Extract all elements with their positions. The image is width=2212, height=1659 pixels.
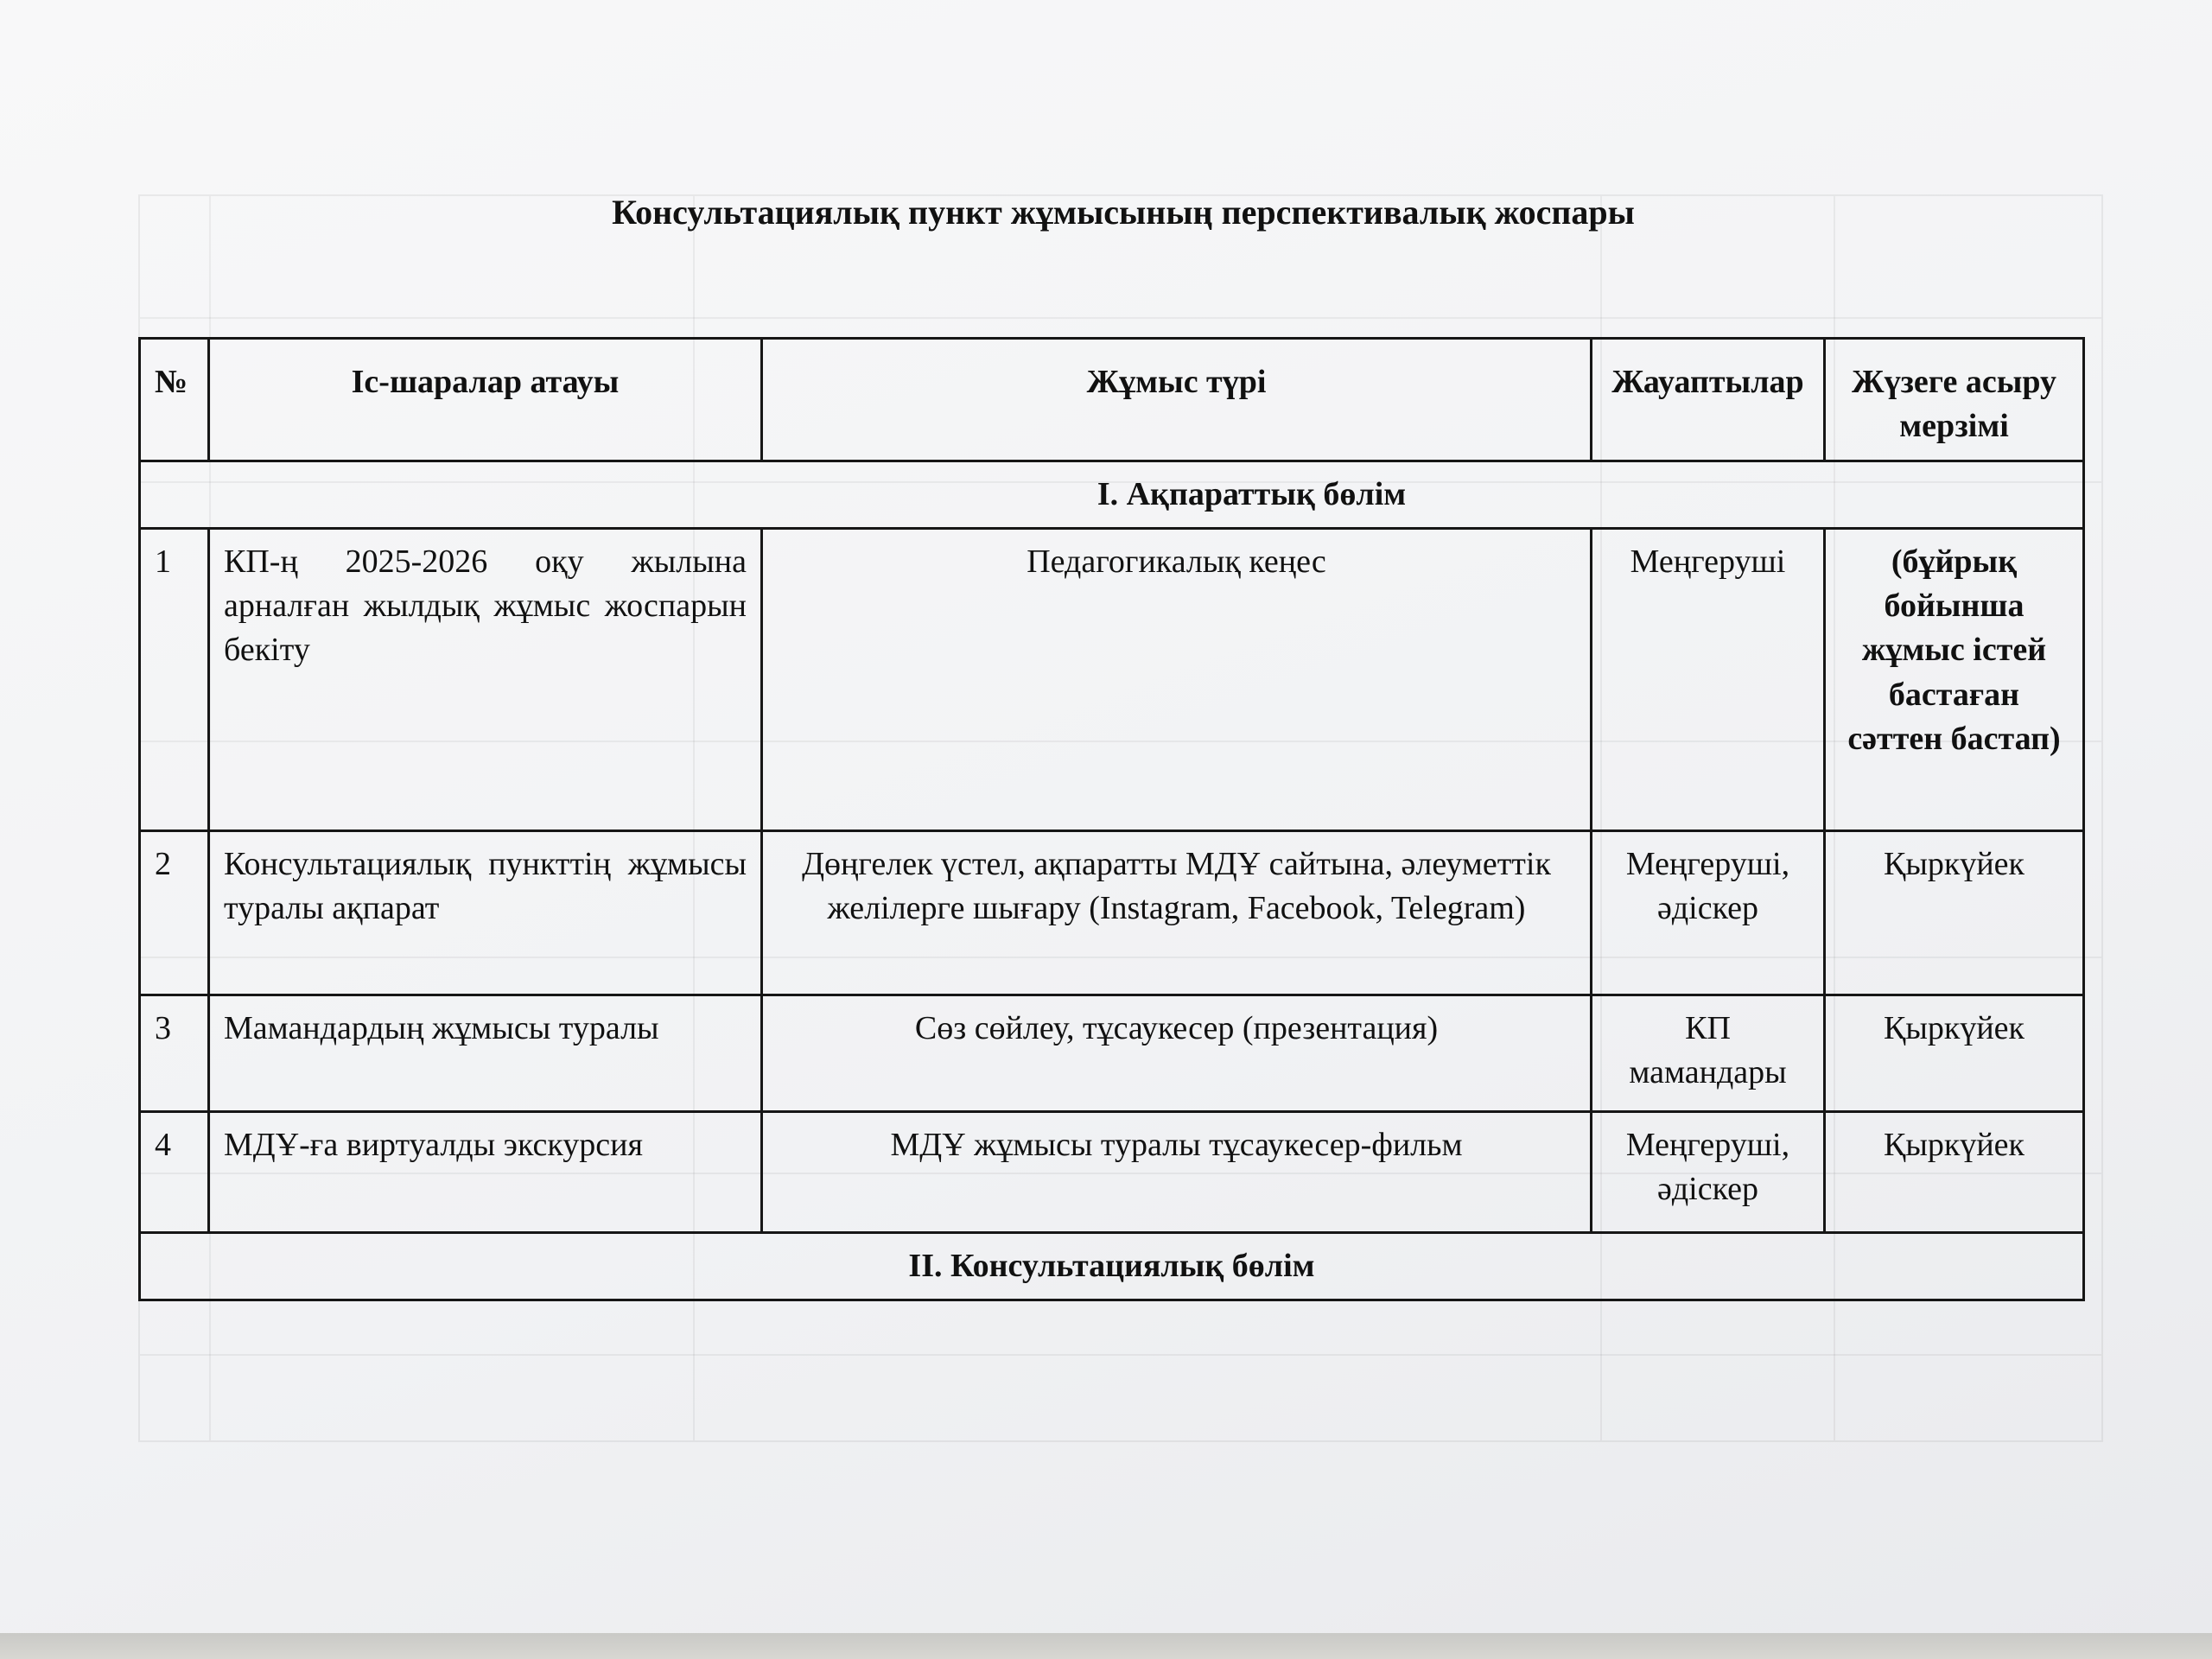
- row-event-name: МДҰ-ға виртуалды экскурсия: [209, 1111, 762, 1232]
- row-work-type: Педагогикалық кеңес: [762, 528, 1592, 830]
- document-title: Консультациялық пункт жұмысының перспективалық жоспары: [612, 193, 1635, 232]
- row-term: Қыркүйек: [1825, 995, 2084, 1111]
- header-work-type: Жұмыс түрі: [762, 339, 1592, 461]
- row-responsible: Меңгеруші, әдіскер: [1592, 1111, 1825, 1232]
- header-term: Жүзеге асыру мерзімі: [1825, 339, 2084, 461]
- row-term: Қыркүйек: [1825, 1111, 2084, 1232]
- row-event-name: Мамандардың жұмысы туралы: [209, 995, 762, 1111]
- plan-table: [138, 337, 2085, 1301]
- section-title-2: II. Консультациялық бөлім: [140, 1232, 2084, 1300]
- header-event-name: Іс-шаралар атауы: [209, 339, 762, 461]
- row-work-type: Сөз сөйлеу, тұсаукесер (презентация): [762, 995, 1592, 1111]
- table-row: [140, 995, 2084, 1111]
- row-num: 4: [140, 1111, 209, 1232]
- row-responsible: Меңгеруші: [1592, 528, 1825, 830]
- row-responsible: Меңгеруші, әдіскер: [1592, 830, 1825, 995]
- section-row-2: [140, 1232, 2084, 1300]
- row-term: Қыркүйек: [1825, 830, 2084, 995]
- row-work-type: Дөңгелек үстел, ақпаратты МДҰ сайтына, әлеуметтік желілерге шығару (Instagram, Facebook, Telegram): [762, 830, 1592, 995]
- section-title-1: I. Ақпараттық бөлім: [140, 461, 2084, 528]
- row-term: (бұйрық бойынша жұмыс істей бастаған сәттен бастап): [1825, 528, 2084, 830]
- header-row: [140, 339, 2084, 461]
- section-row-1: [140, 461, 2084, 528]
- row-num: 3: [140, 995, 209, 1111]
- row-event-name: КП-ң 2025-2026 оқу жылына арналған жылдық жұмыс жоспарын бекіту: [209, 528, 762, 830]
- header-num: №: [140, 339, 209, 461]
- table-row: [140, 528, 2084, 830]
- row-responsible: КП мамандары: [1592, 995, 1825, 1111]
- header-responsible: Жауаптылар: [1592, 339, 1825, 461]
- row-num: 1: [140, 528, 209, 830]
- row-event-name: Консультациялық пункттің жұмысы туралы ақпарат: [209, 830, 762, 995]
- row-num: 2: [140, 830, 209, 995]
- table-row: [140, 1111, 2084, 1232]
- desk-surface: [0, 1633, 2212, 1659]
- row-work-type: МДҰ жұмысы туралы тұсаукесер-фильм: [762, 1111, 1592, 1232]
- table-row: [140, 830, 2084, 995]
